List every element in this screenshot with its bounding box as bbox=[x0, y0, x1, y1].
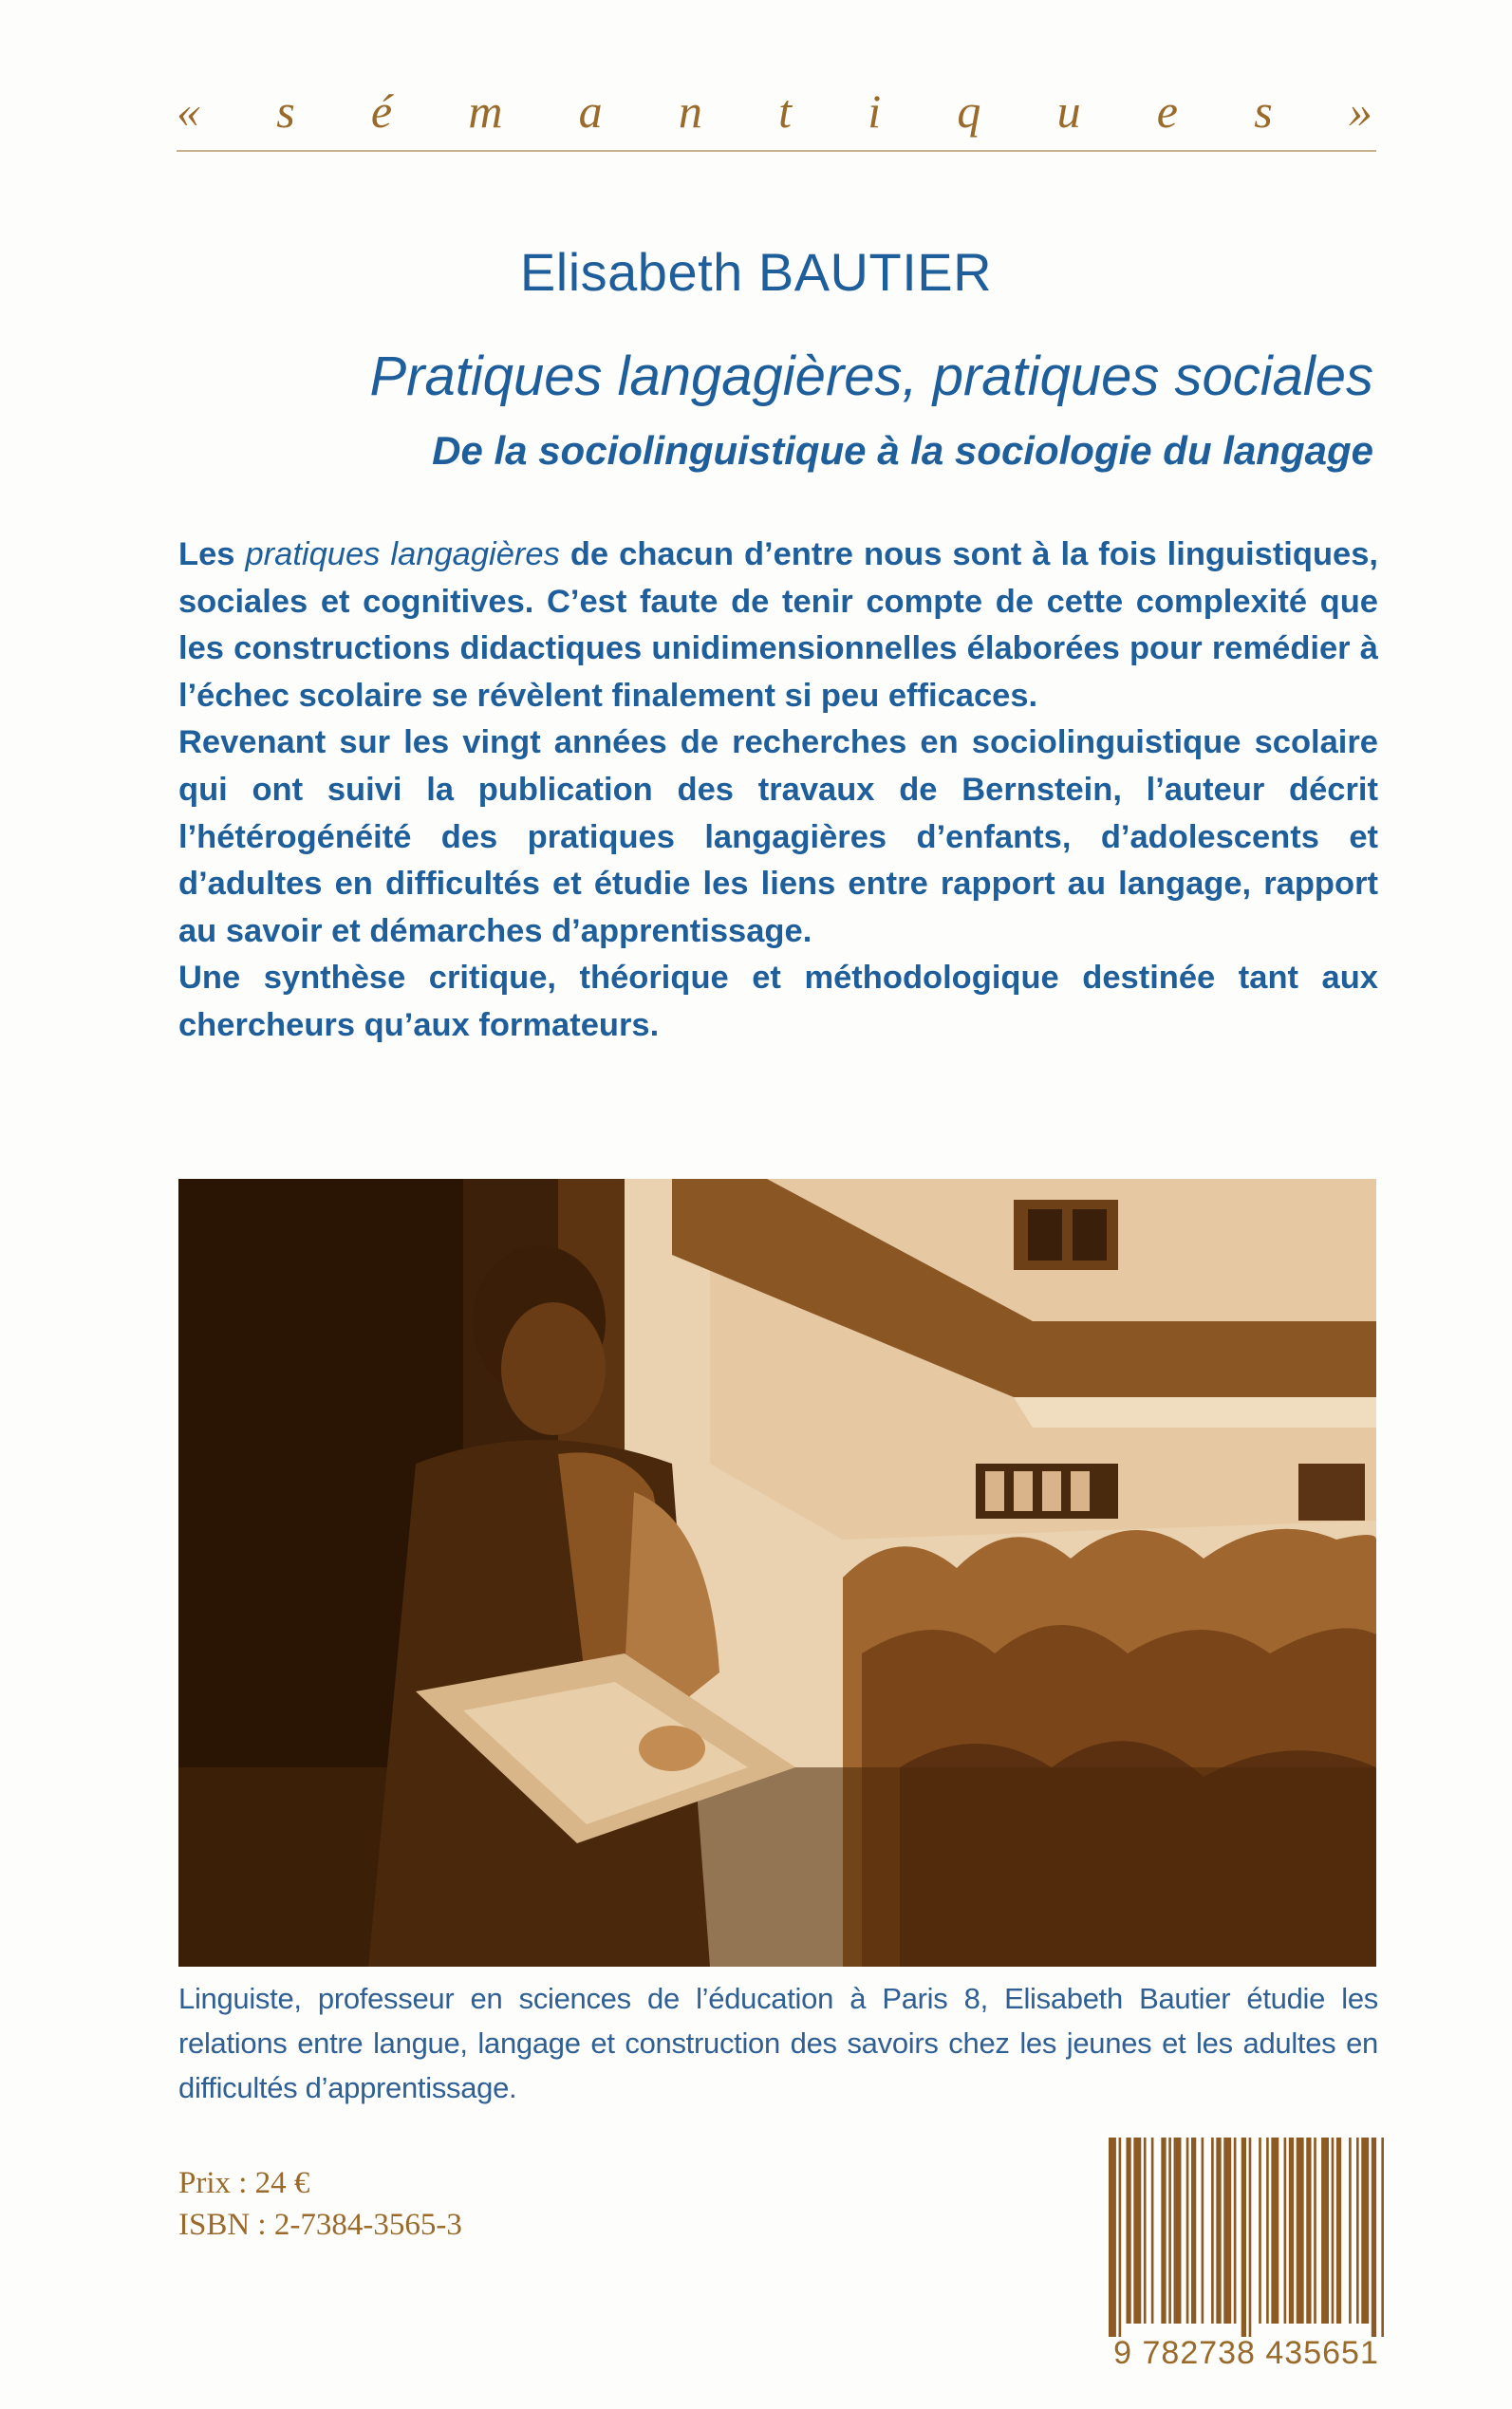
barcode-bar bbox=[1168, 2138, 1171, 2324]
barcode-bar bbox=[1126, 2138, 1130, 2324]
series-letter: é bbox=[370, 84, 393, 138]
barcode-bar bbox=[1241, 2138, 1246, 2337]
barcode bbox=[1109, 2138, 1384, 2371]
barcode-bar bbox=[1174, 2138, 1182, 2324]
blurb-p1-rest: de chacun d’entre nous sont à la fois linguistiques, sociales et cognitives. C’est faute de tenir compte de cette complexité que les constructions didactiques unidimensionnelles élaborées pour remédier à l’échec scolaire se révèlent finalement si peu efficaces. bbox=[178, 536, 1378, 714]
barcode-bar bbox=[1284, 2138, 1287, 2324]
barcode-bar bbox=[1161, 2138, 1166, 2324]
barcode-bar bbox=[1306, 2138, 1311, 2324]
blurb-paragraph-1 bbox=[178, 532, 1378, 719]
barcode-bar bbox=[1332, 2138, 1335, 2324]
barcode-bar bbox=[1259, 2138, 1261, 2324]
barcode-bar bbox=[1223, 2138, 1231, 2324]
series-letter: a bbox=[578, 84, 603, 138]
series-letter: i bbox=[868, 84, 882, 138]
series-letter: q bbox=[957, 84, 981, 138]
barcode-bar bbox=[1372, 2138, 1376, 2337]
series-letter: » bbox=[1348, 84, 1372, 138]
blurb-p1-start: Les bbox=[178, 536, 246, 572]
author-photo-image bbox=[178, 1179, 1376, 1967]
barcode-bar bbox=[1349, 2138, 1352, 2324]
barcode-bar bbox=[1297, 2138, 1304, 2324]
barcode-bar bbox=[1234, 2138, 1237, 2324]
barcode-bar bbox=[1361, 2138, 1369, 2324]
barcode-bars-graphic bbox=[1109, 2138, 1384, 2337]
series-letter: n bbox=[678, 84, 702, 138]
barcode-bar bbox=[1119, 2138, 1122, 2337]
series-letter: « bbox=[177, 84, 200, 138]
series-letter: e bbox=[1156, 84, 1178, 138]
book-subtitle: De la sociolinguistique à la sociologie du langage bbox=[432, 428, 1373, 473]
barcode-bar bbox=[1151, 2138, 1154, 2324]
price-label: Prix : 24 € bbox=[178, 2166, 310, 2200]
barcode-bar bbox=[1211, 2138, 1214, 2324]
blurb-paragraph-3: Une synthèse critique, théorique et méthodologique destinée tant aux chercheurs qu’aux formateurs. bbox=[178, 960, 1378, 1043]
series-letter: m bbox=[468, 84, 503, 138]
blurb-text bbox=[178, 532, 1378, 1050]
barcode-bar bbox=[1266, 2138, 1269, 2324]
author-name: Elisabeth BAUTIER bbox=[519, 242, 993, 302]
barcode-bar bbox=[1381, 2138, 1384, 2337]
series-header bbox=[177, 84, 1372, 150]
isbn-label: ISBN : 2-7384-3565-3 bbox=[178, 2208, 462, 2242]
series-letter: t bbox=[778, 84, 792, 138]
blurb-p1-italic: pratiques langagières bbox=[245, 536, 560, 572]
barcode-bar bbox=[1249, 2138, 1252, 2337]
barcode-bar bbox=[1133, 2138, 1141, 2324]
barcode-bar bbox=[1144, 2138, 1147, 2324]
series-letter: u bbox=[1056, 84, 1081, 138]
blurb-paragraph-2: Revenant sur les vingt années de recherches en sociolinguistique scolaire qui ont suivi la publication des travaux de Bernstein, l’auteur décrit l’hétérogénéité des pratiques langagières d’enfants, d’adolescents et d’adultes en difficultés et étudie les liens entre rapport au langage, rapport au savoir et démarches d’apprentissage. bbox=[178, 724, 1378, 949]
series-letter: s bbox=[1254, 84, 1273, 138]
barcode-bar bbox=[1216, 2138, 1221, 2324]
barcode-bar bbox=[1186, 2138, 1189, 2324]
barcode-digits: 9 782738 435651 bbox=[1113, 2335, 1379, 2371]
series-divider bbox=[177, 150, 1376, 152]
photo-caption: Linguiste, professeur en sciences de l’éducation à Paris 8, Elisabeth Bautier étudie les relations entre langue, langage et construction des savoirs chez les jeunes et les adultes en difficultés d’apprentissage. bbox=[178, 1982, 1378, 2104]
barcode-bar bbox=[1356, 2138, 1359, 2324]
barcode-bar bbox=[1321, 2138, 1329, 2324]
barcode-bar bbox=[1271, 2138, 1279, 2324]
author-photo bbox=[178, 1179, 1376, 1967]
barcode-bar bbox=[1202, 2138, 1204, 2324]
series-letter: s bbox=[276, 84, 295, 138]
barcode-bar bbox=[1314, 2138, 1316, 2324]
book-title: Pratiques langagières, pratiques sociales bbox=[369, 345, 1373, 407]
barcode-bar bbox=[1336, 2138, 1341, 2324]
barcode-bar bbox=[1109, 2138, 1116, 2337]
barcode-bar bbox=[1289, 2138, 1294, 2324]
barcode-bar bbox=[1191, 2138, 1196, 2324]
